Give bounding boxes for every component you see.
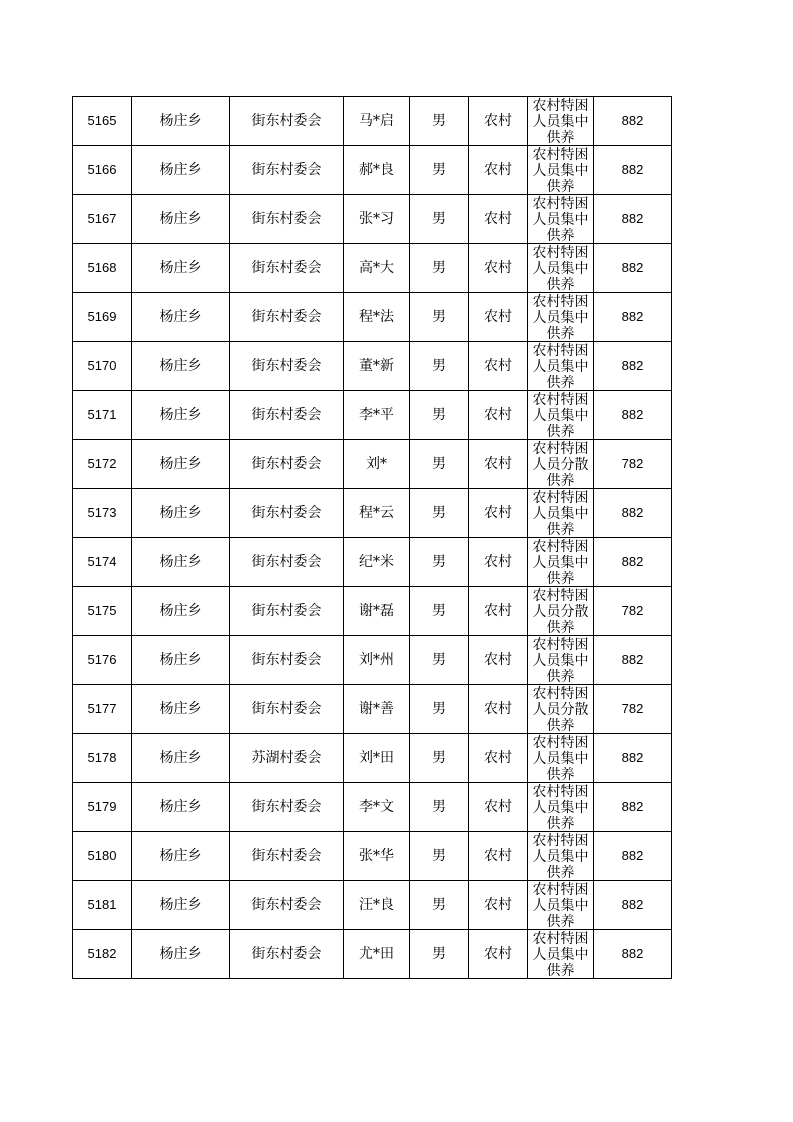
village-committee-cell: 街东村委会	[230, 685, 344, 734]
table-row	[73, 734, 672, 783]
table-row	[73, 832, 672, 881]
person-name-cell: 刘*田	[344, 734, 410, 783]
record-id-cell: 5170	[73, 342, 132, 391]
record-id-cell: 5176	[73, 636, 132, 685]
township-cell: 杨庄乡	[132, 636, 230, 685]
gender-cell: 男	[410, 538, 469, 587]
amount-cell: 882	[594, 636, 672, 685]
township-cell: 杨庄乡	[132, 293, 230, 342]
person-name-cell: 程*法	[344, 293, 410, 342]
township-cell: 杨庄乡	[132, 685, 230, 734]
township-cell: 杨庄乡	[132, 489, 230, 538]
township-cell: 杨庄乡	[132, 538, 230, 587]
table-row	[73, 97, 672, 146]
gender-cell: 男	[410, 685, 469, 734]
village-committee-cell: 街东村委会	[230, 97, 344, 146]
gender-cell: 男	[410, 734, 469, 783]
support-type-text: 农村特困人员集中供养	[532, 882, 589, 929]
gender-cell: 男	[410, 293, 469, 342]
area-type-cell: 农村	[469, 244, 528, 293]
support-type-cell	[528, 244, 594, 293]
support-type-text: 农村特困人员分散供养	[532, 686, 589, 733]
table-row	[73, 342, 672, 391]
area-type-cell: 农村	[469, 930, 528, 979]
person-name-cell: 董*新	[344, 342, 410, 391]
township-cell: 杨庄乡	[132, 881, 230, 930]
area-type-cell: 农村	[469, 195, 528, 244]
village-committee-cell: 街东村委会	[230, 930, 344, 979]
support-type-cell	[528, 783, 594, 832]
amount-cell: 882	[594, 489, 672, 538]
gender-cell: 男	[410, 881, 469, 930]
township-cell: 杨庄乡	[132, 342, 230, 391]
area-type-cell: 农村	[469, 783, 528, 832]
table-row	[73, 685, 672, 734]
township-cell: 杨庄乡	[132, 734, 230, 783]
support-type-cell	[528, 489, 594, 538]
record-id-cell: 5180	[73, 832, 132, 881]
area-type-cell: 农村	[469, 146, 528, 195]
gender-cell: 男	[410, 97, 469, 146]
person-name-cell: 李*平	[344, 391, 410, 440]
support-type-cell	[528, 146, 594, 195]
village-committee-cell: 街东村委会	[230, 440, 344, 489]
roster-body	[73, 97, 672, 979]
support-type-cell	[528, 440, 594, 489]
village-committee-cell: 街东村委会	[230, 538, 344, 587]
table-row	[73, 489, 672, 538]
record-id-cell: 5167	[73, 195, 132, 244]
amount-cell: 882	[594, 391, 672, 440]
table-row	[73, 146, 672, 195]
support-type-cell	[528, 195, 594, 244]
support-type-text: 农村特困人员集中供养	[532, 735, 589, 782]
village-committee-cell: 苏湖村委会	[230, 734, 344, 783]
support-type-cell	[528, 391, 594, 440]
table-row	[73, 930, 672, 979]
amount-cell: 782	[594, 685, 672, 734]
township-cell: 杨庄乡	[132, 146, 230, 195]
township-cell: 杨庄乡	[132, 244, 230, 293]
table-row	[73, 195, 672, 244]
township-cell: 杨庄乡	[132, 930, 230, 979]
gender-cell: 男	[410, 244, 469, 293]
village-committee-cell: 街东村委会	[230, 293, 344, 342]
person-name-cell: 谢*善	[344, 685, 410, 734]
amount-cell: 882	[594, 881, 672, 930]
table-row	[73, 440, 672, 489]
area-type-cell: 农村	[469, 342, 528, 391]
gender-cell: 男	[410, 832, 469, 881]
village-committee-cell: 街东村委会	[230, 195, 344, 244]
support-type-text: 农村特困人员集中供养	[532, 196, 589, 243]
support-type-text: 农村特困人员集中供养	[532, 490, 589, 537]
area-type-cell: 农村	[469, 391, 528, 440]
record-id-cell: 5173	[73, 489, 132, 538]
area-type-cell: 农村	[469, 489, 528, 538]
gender-cell: 男	[410, 587, 469, 636]
township-cell: 杨庄乡	[132, 391, 230, 440]
area-type-cell: 农村	[469, 734, 528, 783]
amount-cell: 882	[594, 146, 672, 195]
gender-cell: 男	[410, 783, 469, 832]
amount-cell: 882	[594, 195, 672, 244]
person-name-cell: 汪*良	[344, 881, 410, 930]
village-committee-cell: 街东村委会	[230, 587, 344, 636]
gender-cell: 男	[410, 440, 469, 489]
record-id-cell: 5182	[73, 930, 132, 979]
village-committee-cell: 街东村委会	[230, 881, 344, 930]
amount-cell: 882	[594, 97, 672, 146]
record-id-cell: 5168	[73, 244, 132, 293]
record-id-cell: 5181	[73, 881, 132, 930]
amount-cell: 882	[594, 342, 672, 391]
village-committee-cell: 街东村委会	[230, 391, 344, 440]
person-name-cell: 马*启	[344, 97, 410, 146]
village-committee-cell: 街东村委会	[230, 636, 344, 685]
support-type-text: 农村特困人员集中供养	[532, 392, 589, 439]
support-type-cell	[528, 930, 594, 979]
gender-cell: 男	[410, 342, 469, 391]
amount-cell: 782	[594, 587, 672, 636]
support-type-text: 农村特困人员集中供养	[532, 833, 589, 880]
person-name-cell: 高*大	[344, 244, 410, 293]
record-id-cell: 5172	[73, 440, 132, 489]
support-type-text: 农村特困人员集中供养	[532, 343, 589, 390]
area-type-cell: 农村	[469, 97, 528, 146]
support-type-cell	[528, 97, 594, 146]
person-name-cell: 刘*	[344, 440, 410, 489]
support-type-text: 农村特困人员分散供养	[532, 441, 589, 488]
record-id-cell: 5174	[73, 538, 132, 587]
area-type-cell: 农村	[469, 832, 528, 881]
person-name-cell: 李*文	[344, 783, 410, 832]
gender-cell: 男	[410, 391, 469, 440]
support-type-text: 农村特困人员集中供养	[532, 931, 589, 978]
support-type-text: 农村特困人员集中供养	[532, 98, 589, 145]
support-type-text: 农村特困人员分散供养	[532, 588, 589, 635]
township-cell: 杨庄乡	[132, 587, 230, 636]
table-row	[73, 587, 672, 636]
table-row	[73, 293, 672, 342]
village-committee-cell: 街东村委会	[230, 489, 344, 538]
table-row	[73, 881, 672, 930]
support-type-text: 农村特困人员集中供养	[532, 245, 589, 292]
support-type-text: 农村特困人员集中供养	[532, 147, 589, 194]
amount-cell: 882	[594, 783, 672, 832]
person-name-cell: 郝*良	[344, 146, 410, 195]
area-type-cell: 农村	[469, 293, 528, 342]
township-cell: 杨庄乡	[132, 97, 230, 146]
gender-cell: 男	[410, 489, 469, 538]
support-type-cell	[528, 685, 594, 734]
support-type-text: 农村特困人员集中供养	[532, 539, 589, 586]
roster-table	[72, 96, 672, 979]
village-committee-cell: 街东村委会	[230, 342, 344, 391]
township-cell: 杨庄乡	[132, 832, 230, 881]
support-type-cell	[528, 538, 594, 587]
township-cell: 杨庄乡	[132, 195, 230, 244]
amount-cell: 882	[594, 538, 672, 587]
support-type-cell	[528, 734, 594, 783]
area-type-cell: 农村	[469, 440, 528, 489]
record-id-cell: 5179	[73, 783, 132, 832]
record-id-cell: 5169	[73, 293, 132, 342]
gender-cell: 男	[410, 636, 469, 685]
area-type-cell: 农村	[469, 685, 528, 734]
person-name-cell: 谢*磊	[344, 587, 410, 636]
gender-cell: 男	[410, 195, 469, 244]
gender-cell: 男	[410, 930, 469, 979]
support-type-text: 农村特困人员集中供养	[532, 637, 589, 684]
record-id-cell: 5165	[73, 97, 132, 146]
person-name-cell: 张*习	[344, 195, 410, 244]
person-name-cell: 张*华	[344, 832, 410, 881]
amount-cell: 782	[594, 440, 672, 489]
village-committee-cell: 街东村委会	[230, 146, 344, 195]
village-committee-cell: 街东村委会	[230, 244, 344, 293]
amount-cell: 882	[594, 734, 672, 783]
amount-cell: 882	[594, 293, 672, 342]
support-type-text: 农村特困人员集中供养	[532, 784, 589, 831]
support-type-cell	[528, 832, 594, 881]
village-committee-cell: 街东村委会	[230, 783, 344, 832]
table-row	[73, 636, 672, 685]
township-cell: 杨庄乡	[132, 440, 230, 489]
amount-cell: 882	[594, 832, 672, 881]
township-cell: 杨庄乡	[132, 783, 230, 832]
support-type-cell	[528, 587, 594, 636]
table-row	[73, 391, 672, 440]
area-type-cell: 农村	[469, 636, 528, 685]
table-row	[73, 244, 672, 293]
support-type-text: 农村特困人员集中供养	[532, 294, 589, 341]
person-name-cell: 尤*田	[344, 930, 410, 979]
support-type-cell	[528, 636, 594, 685]
person-name-cell: 刘*州	[344, 636, 410, 685]
table-row	[73, 538, 672, 587]
record-id-cell: 5175	[73, 587, 132, 636]
record-id-cell: 5166	[73, 146, 132, 195]
record-id-cell: 5177	[73, 685, 132, 734]
village-committee-cell: 街东村委会	[230, 832, 344, 881]
area-type-cell: 农村	[469, 587, 528, 636]
record-id-cell: 5171	[73, 391, 132, 440]
person-name-cell: 程*云	[344, 489, 410, 538]
person-name-cell: 纪*米	[344, 538, 410, 587]
support-type-cell	[528, 293, 594, 342]
table-row	[73, 783, 672, 832]
amount-cell: 882	[594, 930, 672, 979]
record-id-cell: 5178	[73, 734, 132, 783]
gender-cell: 男	[410, 146, 469, 195]
support-type-cell	[528, 881, 594, 930]
support-type-cell	[528, 342, 594, 391]
area-type-cell: 农村	[469, 538, 528, 587]
amount-cell: 882	[594, 244, 672, 293]
area-type-cell: 农村	[469, 881, 528, 930]
